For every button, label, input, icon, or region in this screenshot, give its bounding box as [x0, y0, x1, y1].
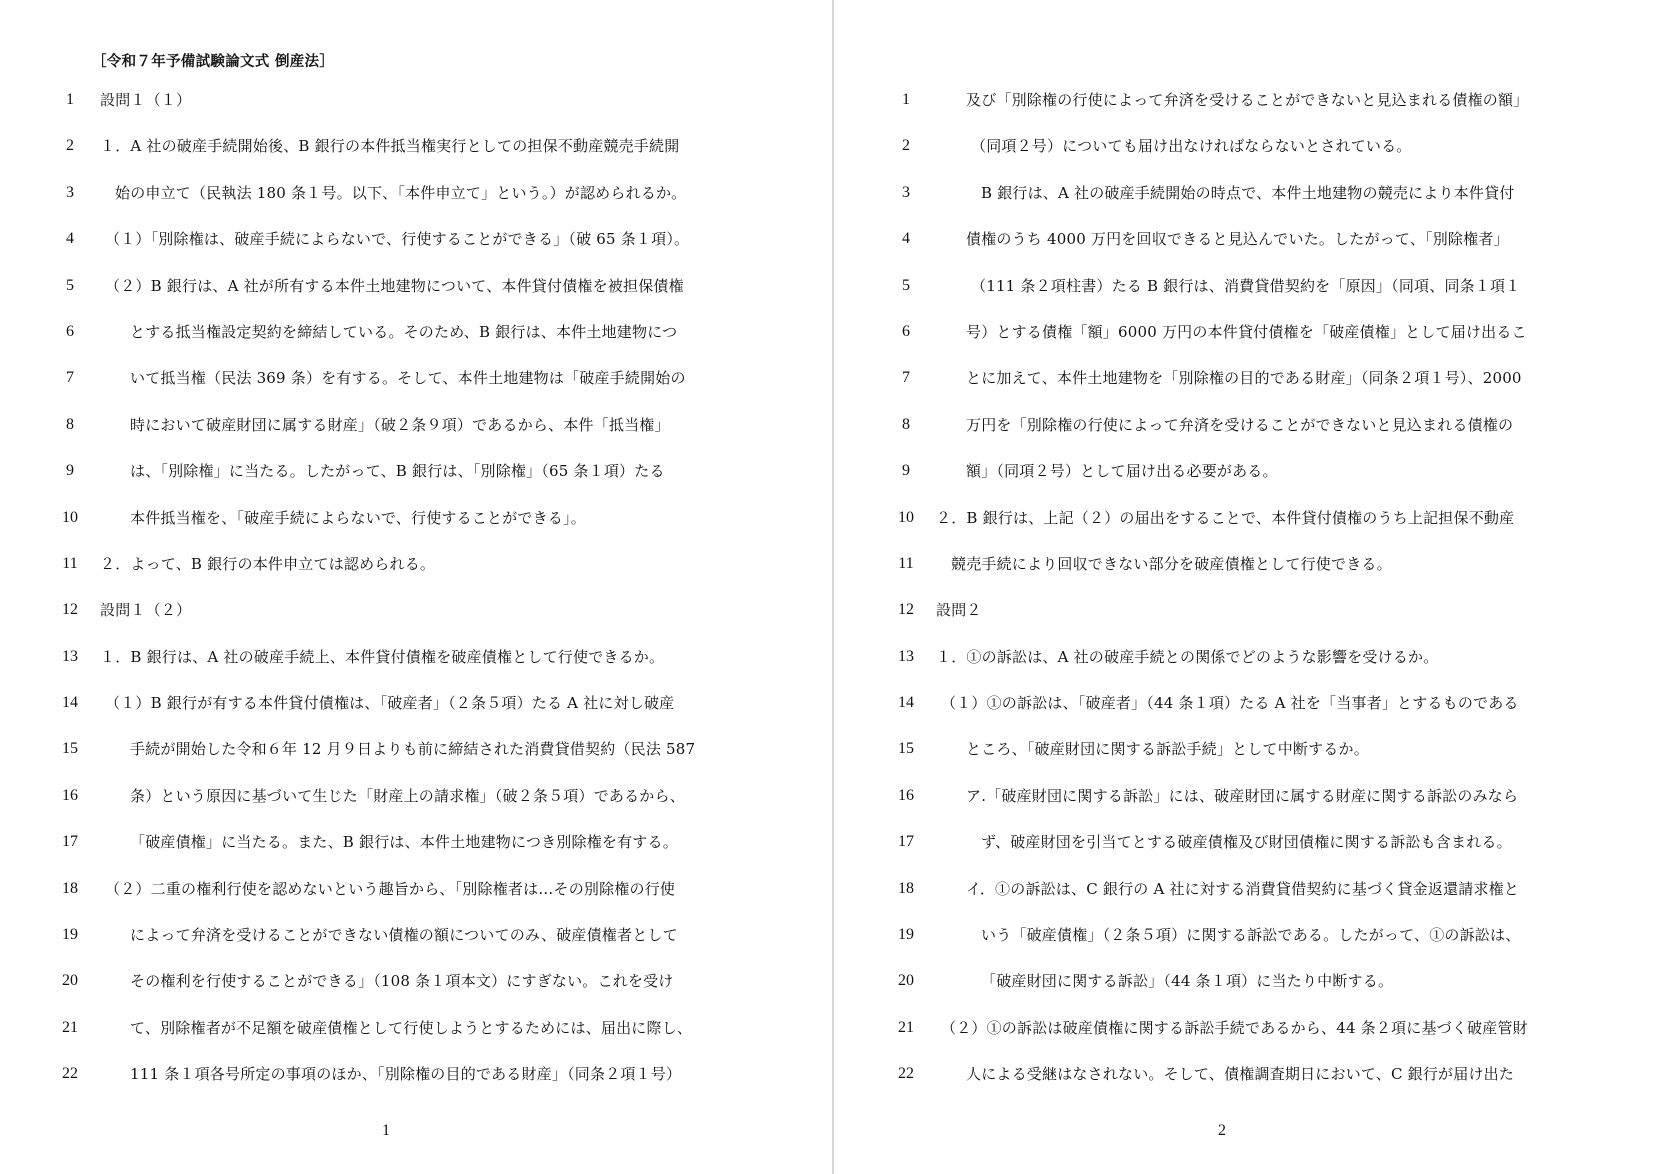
- document-line: [836, 317, 1666, 363]
- line-number: 22: [62, 1065, 78, 1083]
- line-text: とする抵当権設定契約を締結している。そのため、B 銀行は、本件土地建物につ: [130, 322, 678, 341]
- document-line: [836, 874, 1666, 920]
- document-line: [0, 1013, 830, 1059]
- page-number: 1: [382, 1122, 390, 1139]
- line-text: 設問１（２）: [100, 601, 192, 620]
- line-number: 14: [62, 694, 78, 712]
- line-text: １．①の訴訟は、A 社の破産手続との関係でどのような影響を受けるか。: [936, 647, 1439, 666]
- document-line: [0, 1059, 830, 1105]
- document-line: [836, 178, 1666, 224]
- line-number: 18: [62, 879, 78, 897]
- document-line: [0, 966, 830, 1012]
- line-text: １．B 銀行は、A 社の破産手続上、本件貸付債権を破産債権として行使できるか。: [100, 647, 665, 666]
- line-text: （２）二重の権利行使を認めないという趣旨から、「別除権者は…その別除権の行使: [105, 879, 676, 898]
- line-number: 20: [898, 972, 914, 990]
- document-line: [836, 456, 1666, 502]
- line-number: 19: [62, 926, 78, 944]
- line-text: て、別除権者が不足額を破産債権として行使しようとするためには、届出に際し、: [130, 1018, 693, 1037]
- document-line: [0, 131, 830, 177]
- document-page-2: [836, 0, 1666, 1174]
- line-text: 額」（同項２号）として届け出る必要がある。: [966, 462, 1278, 481]
- document-line: [836, 549, 1666, 595]
- line-text: 競売手続により回収できない部分を破産債権として行使できる。: [951, 554, 1392, 573]
- document-line: [836, 1013, 1666, 1059]
- document-line: [836, 688, 1666, 734]
- document-line: [0, 503, 830, 549]
- document-header: ［令和７年予備試験論文式 倒産法］: [92, 53, 335, 70]
- line-text: ２．B 銀行は、上記（２）の届出をすることで、本件貸付債権のうち上記担保不動産: [936, 508, 1515, 527]
- document-line: [0, 410, 830, 456]
- line-text: （２）①の訴訟は破産債権に関する訴訟手続であるから、44 条２項に基づく破産管財: [941, 1018, 1528, 1037]
- line-text: 設問１（１）: [100, 91, 192, 109]
- line-text: （同項２号）についても届け出なければならないとされている。: [971, 137, 1412, 156]
- line-number: 7: [902, 369, 910, 387]
- line-text: ア.「破産財団に関する訴訟」には、破産財団に属する財産に関する訴訟のみなら: [966, 786, 1519, 805]
- line-text: 及び「別除権の行使によって弁済を受けることができないと見込まれる債権の額」: [966, 91, 1529, 109]
- line-text: ず、破産財団を引当てとする破産債権及び財団債権に関する訴訟も含まれる。: [981, 833, 1512, 852]
- document-line: [0, 595, 830, 641]
- line-text: 万円を「別除権の行使によって弁済を受けることができないと見込まれる債権の: [966, 415, 1514, 434]
- line-number: 5: [902, 276, 910, 294]
- line-text: 人による受継はなされない。そして、債権調査期日において、C 銀行が届け出た: [966, 1065, 1515, 1084]
- line-text: 本件抵当権を、「破産手続によらないで、行使することができる」。: [130, 508, 586, 527]
- document-line: [0, 363, 830, 409]
- page-1-lines: [0, 85, 830, 1106]
- document-line: [836, 827, 1666, 873]
- line-text: 111 条１項各号所定の事項のほか、「別除権の目的である財産」（同条２項１号）: [130, 1065, 682, 1084]
- line-text: 時において破産財団に属する財産」（破２条９項）であるから、本件「抵当権」: [130, 415, 670, 434]
- page-number: 2: [1218, 1122, 1226, 1139]
- line-number: 21: [898, 1018, 914, 1036]
- document-line: [836, 1059, 1666, 1105]
- line-text: B 銀行は、A 社の破産手続開始の時点で、本件土地建物の競売により本件貸付: [981, 183, 1515, 202]
- line-text: 「破産債権」に当たる。また、B 銀行は、本件土地建物につき別除権を有する。: [130, 833, 678, 852]
- document-line: [0, 85, 830, 131]
- line-text: いて抵当権（民法 369 条）を有する。そして、本件土地建物は「破産手続開始の: [130, 369, 686, 388]
- line-number: 21: [62, 1018, 78, 1036]
- line-number: 20: [62, 972, 78, 990]
- line-text: その権利を行使することができる」（108 条１項本文）にすぎない。これを受け: [130, 972, 674, 991]
- line-number: 11: [898, 554, 914, 572]
- document-line: [0, 642, 830, 688]
- document-line: [836, 595, 1666, 641]
- line-number: 14: [898, 694, 914, 712]
- line-text: 「破産財団に関する訴訟」（44 条１項）に当たり中断する。: [981, 972, 1394, 991]
- document-line: [0, 317, 830, 363]
- line-number: 7: [66, 369, 74, 387]
- line-number: 3: [902, 183, 910, 201]
- line-text: とに加えて、本件土地建物を「別除権の目的である財産」（同条２項１号）、2000: [966, 369, 1522, 388]
- line-text: 条）という原因に基づいて生じた「財産上の請求権」（破２条５項）であるから、: [130, 786, 685, 805]
- document-line: [836, 781, 1666, 827]
- line-text: （１）B 銀行が有する本件貸付債権は、「破産者」（２条５項）たる A 社に対し破産: [105, 694, 675, 713]
- line-number: 22: [898, 1065, 914, 1083]
- document-line: [836, 966, 1666, 1012]
- line-number: 17: [62, 833, 78, 851]
- line-number: 9: [902, 462, 910, 480]
- line-number: 13: [898, 647, 914, 665]
- line-number: 4: [66, 230, 74, 248]
- document-page-1: [0, 0, 830, 1174]
- line-number: 6: [902, 322, 910, 340]
- line-number: 16: [62, 786, 78, 804]
- line-text: （１）①の訴訟は、「破産者」（44 条１項）たる A 社を「当事者」とするものである: [941, 694, 1519, 713]
- document-line: [836, 131, 1666, 177]
- line-number: 6: [66, 322, 74, 340]
- line-number: 10: [62, 508, 78, 526]
- line-number: 1: [902, 91, 910, 108]
- line-number: 13: [62, 647, 78, 665]
- document-line: [836, 271, 1666, 317]
- line-number: 3: [66, 183, 74, 201]
- line-number: 19: [898, 926, 914, 944]
- line-text: （１）「別除権は、破産手続によらないで、行使することができる」（破 65 条１項）。: [105, 230, 690, 249]
- document-line: [0, 874, 830, 920]
- line-number: 15: [898, 740, 914, 758]
- line-number: 12: [898, 601, 914, 619]
- line-text: （２）B 銀行は、A 社が所有する本件土地建物について、本件貸付債権を被担保債権: [105, 276, 684, 295]
- document-line: [836, 363, 1666, 409]
- line-number: 1: [66, 91, 74, 108]
- line-number: 18: [898, 879, 914, 897]
- line-text: イ．①の訴訟は、C 銀行の A 社に対する消費貸借契約に基づく貸金返還請求権と: [966, 879, 1520, 898]
- document-line: [836, 734, 1666, 780]
- document-line: [836, 920, 1666, 966]
- document-line: [0, 456, 830, 502]
- line-text: ２．よって、B 銀行の本件申立ては認められる。: [100, 554, 436, 573]
- document-line: [836, 85, 1666, 131]
- document-line: [0, 920, 830, 966]
- document-line: [0, 224, 830, 270]
- line-text: ところ、「破産財団に関する訴訟手続」として中断するか。: [966, 740, 1369, 759]
- document-line: [0, 827, 830, 873]
- line-number: 5: [66, 276, 74, 294]
- document-line: [0, 781, 830, 827]
- line-number: 2: [66, 137, 74, 155]
- line-number: 8: [66, 415, 74, 433]
- line-number: 2: [902, 137, 910, 155]
- line-number: 16: [898, 786, 914, 804]
- document-line: [0, 178, 830, 224]
- line-number: 8: [902, 415, 910, 433]
- document-line: [0, 734, 830, 780]
- line-number: 12: [62, 601, 78, 619]
- line-text: 手続が開始した令和６年 12 月９日よりも前に締結された消費貸借契約（民法 587: [130, 740, 696, 759]
- document-line: [0, 549, 830, 595]
- line-text: 債権のうち 4000 万円を回収できると見込んでいた。したがって、「別除権者」: [966, 230, 1509, 249]
- line-text: 号）とする債権「額」6000 万円の本件貸付債権を「破産債権」として届け出るこ: [966, 322, 1527, 341]
- line-number: 15: [62, 740, 78, 758]
- line-text: によって弁済を受けることができない債権の額についてのみ、破産債権者として: [130, 926, 678, 945]
- line-number: 4: [902, 230, 910, 248]
- line-text: 始の申立て（民執法 180 条１号。以下、「本件申立て」という。）が認められるか。: [115, 183, 687, 202]
- document-line: [836, 224, 1666, 270]
- line-text: 設問２: [936, 601, 982, 620]
- line-number: 11: [62, 554, 78, 572]
- line-text: いう「破産債権」（２条５項）に関する訴訟である。したがって、①の訴訟は、: [981, 926, 1521, 945]
- page-2-lines: [836, 85, 1666, 1106]
- document-line: [836, 642, 1666, 688]
- line-number: 17: [898, 833, 914, 851]
- document-line: [0, 688, 830, 734]
- line-text: １．A 社の破産手続開始後、B 銀行の本件抵当権実行としての担保不動産競売手続開: [100, 137, 680, 156]
- line-number: 9: [66, 462, 74, 480]
- document-line: [0, 271, 830, 317]
- page-divider: [832, 0, 834, 1174]
- line-text: は、「別除権」に当たる。したがって、B 銀行は、「別除権」（65 条１項）たる: [130, 462, 665, 481]
- line-text: （111 条２項柱書）たる B 銀行は、消費貸借契約を「原因」（同項、同条１項１: [971, 276, 1521, 295]
- document-line: [836, 503, 1666, 549]
- document-line: [836, 410, 1666, 456]
- line-number: 10: [898, 508, 914, 526]
